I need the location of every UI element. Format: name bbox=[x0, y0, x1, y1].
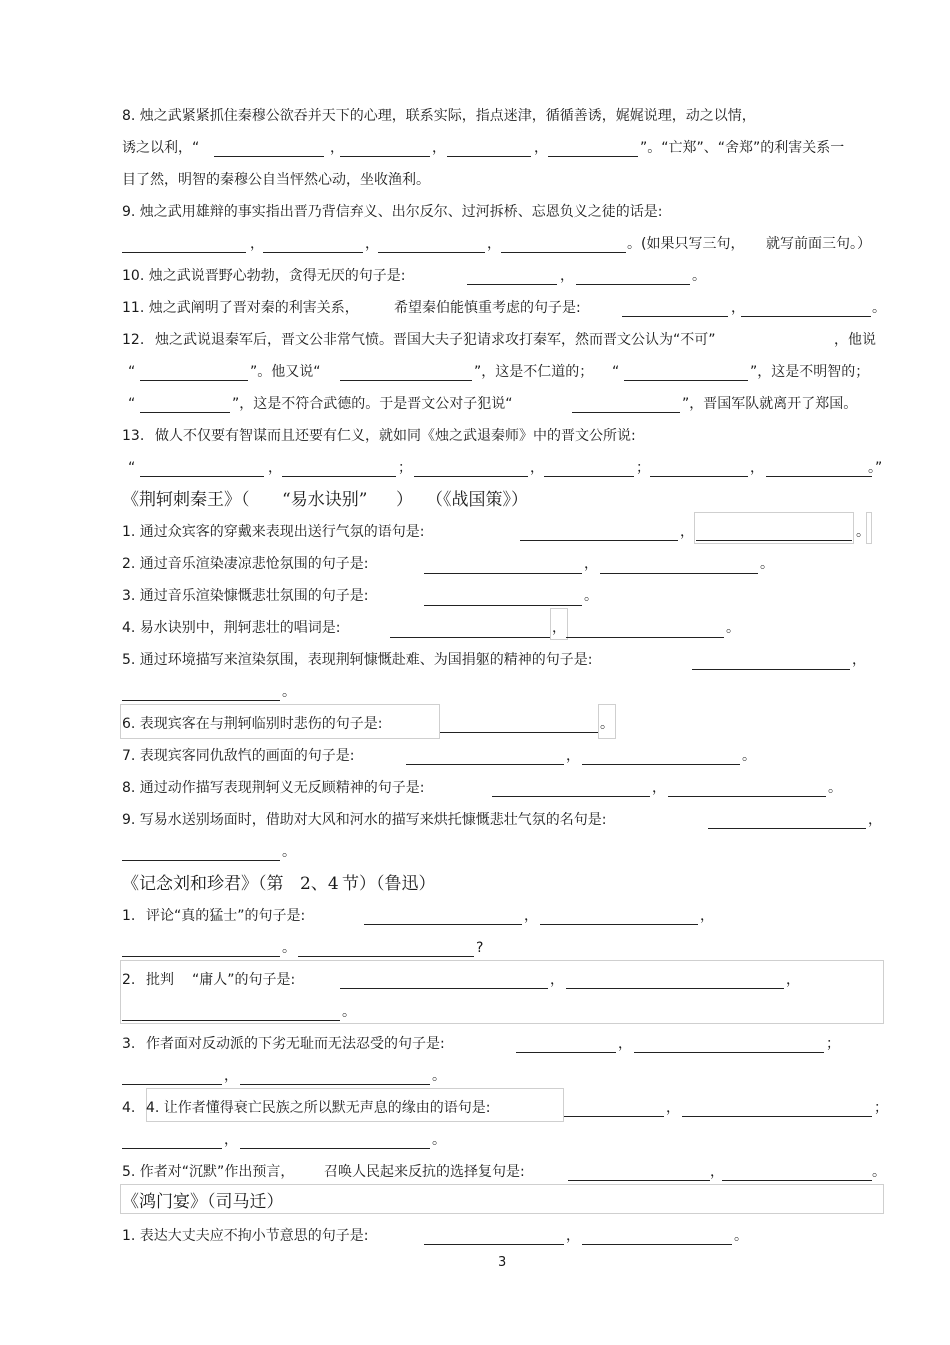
answer-blank[interactable] bbox=[414, 476, 528, 477]
comma: ， bbox=[584, 556, 598, 572]
text-box-frame bbox=[866, 512, 872, 544]
section-title-hongmen: 《鸿门宴》（司马迁） bbox=[122, 1192, 284, 1212]
answer-blank[interactable] bbox=[140, 412, 230, 413]
answer-blank[interactable] bbox=[520, 540, 678, 541]
answer-blank[interactable] bbox=[600, 573, 758, 574]
lh-q2-number: 2. bbox=[122, 972, 136, 988]
q12-text-3: ”，这是不仁道的； bbox=[474, 364, 594, 380]
lh-q5-text: 5. 作者对“沉默”作出预言， bbox=[122, 1164, 295, 1180]
period: 。 bbox=[282, 844, 296, 860]
answer-blank[interactable] bbox=[122, 956, 280, 957]
answer-blank[interactable] bbox=[364, 924, 522, 925]
answer-blank[interactable] bbox=[548, 156, 638, 157]
answer-blank[interactable] bbox=[298, 956, 474, 957]
comma: ， bbox=[786, 972, 800, 988]
jk-q5-text: 5. 通过环境描写来渲染氛围，表现荆轲慷慨赴难、为国捐躯的精神的句子是: bbox=[122, 652, 593, 668]
page-number: 3 bbox=[498, 1255, 507, 1270]
answer-blank[interactable] bbox=[544, 476, 634, 477]
lh-q4-number: 4. bbox=[122, 1100, 136, 1116]
answer-blank[interactable] bbox=[766, 476, 872, 477]
answer-blank[interactable] bbox=[582, 1244, 732, 1245]
answer-blank[interactable] bbox=[122, 1148, 222, 1149]
answer-blank[interactable] bbox=[566, 988, 784, 989]
q10-text: 10. 烛之武说晋野心勃勃，贪得无厌的句子是: bbox=[122, 268, 406, 284]
answer-blank[interactable] bbox=[566, 637, 724, 638]
comma: ， bbox=[330, 140, 344, 156]
jk-q4-text: 4. 易水诀别中，荆轲悲壮的唱词是: bbox=[122, 620, 341, 636]
lh-q3-number: 3. bbox=[122, 1036, 136, 1052]
comma: ， bbox=[566, 748, 580, 764]
semicolon: ； bbox=[874, 1100, 888, 1116]
text-box-frame bbox=[120, 960, 884, 1024]
answer-blank[interactable] bbox=[576, 284, 690, 285]
comma: ， bbox=[731, 300, 745, 316]
q13-text: 做人不仅要有智谋而且还要有仁义，就如同《烛之武退秦师》中的晋文公所说: bbox=[155, 428, 636, 444]
q8-text: 8. 烛之武紧紧抓住秦穆公欲吞并天下的心理，联系实际，指点迷津，循循善诱，娓娓说理，动之以情， bbox=[122, 108, 756, 124]
comma: ， bbox=[560, 268, 574, 284]
answer-blank[interactable] bbox=[440, 732, 598, 733]
q11-text-2: 希望秦伯能慎重考虑的句子是: bbox=[394, 300, 581, 316]
period: 。 bbox=[584, 588, 598, 604]
quote-open: “ bbox=[128, 460, 136, 476]
answer-blank[interactable] bbox=[424, 605, 582, 606]
comma: ， bbox=[750, 460, 764, 476]
answer-blank[interactable] bbox=[492, 796, 650, 797]
answer-blank[interactable] bbox=[140, 476, 264, 477]
jk-q9-text: 9. 写易水送别场面时，借助对大风和河水的描写来烘托慷慨悲壮气氛的名句是: bbox=[122, 812, 607, 828]
comma: ， bbox=[710, 1164, 724, 1180]
comma: ， bbox=[700, 908, 714, 924]
period: 。 bbox=[600, 716, 614, 732]
period: 。 bbox=[828, 780, 842, 796]
period: 。 bbox=[872, 300, 886, 316]
quote-close: 。” bbox=[868, 460, 883, 476]
answer-blank[interactable] bbox=[668, 796, 826, 797]
hm-q1-text: 1. 表达大丈夫应不拘小节意思的句子是: bbox=[122, 1228, 369, 1244]
answer-blank[interactable] bbox=[722, 1180, 872, 1181]
comma: ， bbox=[530, 460, 544, 476]
jk-q6-text: 6. 表现宾客在与荆轲临别时悲伤的句子是: bbox=[122, 716, 383, 732]
answer-blank[interactable] bbox=[340, 380, 472, 381]
answer-blank[interactable] bbox=[582, 764, 740, 765]
q11-text: 11. 烛之武阐明了晋对秦的利害关系， bbox=[122, 300, 359, 316]
q8-tail: ”。“亡郑”、“舍郑”的利害关系一 bbox=[640, 140, 845, 156]
period: 。 bbox=[282, 684, 296, 700]
comma: ， bbox=[680, 524, 694, 540]
answer-blank[interactable] bbox=[340, 988, 548, 989]
comma: ， bbox=[566, 1228, 580, 1244]
answer-blank[interactable] bbox=[741, 316, 871, 317]
answer-blank[interactable] bbox=[424, 573, 582, 574]
period: 。 bbox=[342, 1004, 356, 1020]
comma: ， bbox=[224, 1068, 238, 1084]
answer-blank[interactable] bbox=[122, 860, 280, 861]
comma: ， bbox=[524, 908, 538, 924]
period: 。 bbox=[760, 556, 774, 572]
answer-blank[interactable] bbox=[406, 764, 564, 765]
answer-blank[interactable] bbox=[447, 156, 531, 157]
jk-q8-text: 8. 通过动作描写表现荆轲义无反顾精神的句子是: bbox=[122, 780, 425, 796]
jk-q7-text: 7. 表现宾客同仇敌忾的画面的句子是: bbox=[122, 748, 355, 764]
answer-blank[interactable] bbox=[378, 252, 485, 253]
quote-open: “ bbox=[128, 364, 136, 380]
lh-q2-text-2: “庸人”的句子是: bbox=[192, 972, 296, 988]
q12-text-4: ”，这是不明智的； bbox=[750, 364, 870, 380]
q12-text: 烛之武说退秦军后，晋文公非常气愤。晋国大夫子犯请求攻打秦军，然而晋文公认为“不可” bbox=[155, 332, 716, 348]
period: 。 bbox=[726, 620, 740, 636]
q13-number: 13. bbox=[122, 428, 145, 444]
answer-blank[interactable] bbox=[682, 1116, 872, 1117]
q12-text-tail: ，他说 bbox=[834, 332, 876, 348]
answer-blank[interactable] bbox=[501, 252, 626, 253]
comma: ， bbox=[666, 1100, 680, 1116]
answer-blank[interactable] bbox=[624, 380, 748, 381]
answer-blank[interactable] bbox=[424, 1244, 564, 1245]
answer-blank[interactable] bbox=[708, 828, 866, 829]
comma: ， bbox=[432, 140, 446, 156]
answer-blank[interactable] bbox=[516, 1052, 616, 1053]
answer-blank[interactable] bbox=[240, 1084, 430, 1085]
q8-text-3: 目了然，明智的秦穆公自当怦然心动，坐收渔利。 bbox=[122, 172, 430, 188]
answer-blank[interactable] bbox=[340, 156, 430, 157]
comma: ， bbox=[268, 460, 282, 476]
lh-q1-text: 评论“真的猛士”的句子是: bbox=[146, 908, 306, 924]
answer-blank[interactable] bbox=[622, 316, 728, 317]
lh-q2-text: 批判 bbox=[146, 972, 174, 988]
section-subtitle: “易水诀别” bbox=[282, 490, 368, 510]
answer-blank[interactable] bbox=[564, 1116, 664, 1117]
section-title-jingke: 《荆轲刺秦王》（ bbox=[122, 490, 250, 510]
q12-text-6: ”，晋国军队就离开了郑国。 bbox=[682, 396, 858, 412]
comma: ， bbox=[550, 972, 564, 988]
jk-q3-text: 3. 通过音乐渲染慷慨悲壮氛围的句子是: bbox=[122, 588, 369, 604]
semicolon: ； bbox=[826, 1036, 840, 1052]
q12-text-5: ”，这是不符合武德的。于是晋文公对子犯说“ bbox=[232, 396, 513, 412]
section-source: （《战国策》） bbox=[426, 490, 528, 510]
answer-blank[interactable] bbox=[140, 380, 248, 381]
comma: ， bbox=[618, 1036, 632, 1052]
comma: ， bbox=[487, 236, 501, 252]
lh-q5-text-2: 召唤人民起来反抗的选择复句是: bbox=[324, 1164, 525, 1180]
period: 。 bbox=[856, 524, 870, 540]
comma: ， bbox=[250, 236, 264, 252]
quote-open: “ bbox=[128, 396, 136, 412]
answer-blank[interactable] bbox=[122, 252, 246, 253]
lh-q3-text: 作者面对反动派的下劣无耻而无法忍受的句子是: bbox=[146, 1036, 445, 1052]
section-subtitle: 2、4 bbox=[300, 874, 339, 894]
answer-blank[interactable] bbox=[390, 637, 550, 638]
comma: ， bbox=[534, 140, 548, 156]
period: 。 bbox=[872, 1164, 886, 1180]
answer-blank[interactable] bbox=[214, 156, 324, 157]
comma: ， bbox=[652, 780, 666, 796]
section-paren: ） bbox=[396, 490, 413, 510]
q9-text: 9. 烛之武用雄辩的事实指出晋乃背信弃义、出尔反尔、过河拆桥、忘恩负义之徒的话是: bbox=[122, 204, 663, 220]
semicolon: ； bbox=[398, 460, 412, 476]
section-title-liuhezhen: 《记念刘和珍君》（第 bbox=[122, 874, 284, 894]
q9-note-2: 就写前面三句。） bbox=[766, 236, 871, 252]
answer-blank[interactable] bbox=[696, 540, 852, 541]
q12-number: 12. bbox=[122, 332, 145, 348]
period: 。 bbox=[282, 940, 296, 956]
answer-blank[interactable] bbox=[650, 476, 748, 477]
answer-blank[interactable] bbox=[122, 1020, 340, 1021]
answer-blank[interactable] bbox=[122, 700, 280, 701]
period: 。 bbox=[432, 1132, 446, 1148]
answer-blank[interactable] bbox=[467, 284, 557, 285]
period: 。 bbox=[742, 748, 756, 764]
lh-q4-text: 4. 让作者懂得衰亡民族之所以默无声息的缘由的语句是: bbox=[146, 1100, 491, 1116]
answer-blank[interactable] bbox=[540, 924, 698, 925]
period: 。 bbox=[734, 1228, 748, 1244]
answer-blank[interactable] bbox=[568, 1180, 710, 1181]
q9-note: 。(如果只写三句， bbox=[627, 236, 745, 252]
answer-blank[interactable] bbox=[634, 1052, 824, 1053]
comma: ， bbox=[365, 236, 379, 252]
comma: ， bbox=[224, 1132, 238, 1148]
jk-q1-text: 1. 通过众宾客的穿戴来表现出送行气氛的语句是: bbox=[122, 524, 425, 540]
lh-q1-number: 1. bbox=[122, 908, 136, 924]
answer-blank[interactable] bbox=[122, 1084, 222, 1085]
answer-blank[interactable] bbox=[263, 252, 363, 253]
q12-text-2: ”。他又说“ bbox=[250, 364, 321, 380]
comma: ， bbox=[852, 652, 866, 668]
period: 。 bbox=[692, 268, 706, 284]
comma: ， bbox=[552, 620, 566, 636]
answer-blank[interactable] bbox=[240, 1148, 430, 1149]
answer-blank[interactable] bbox=[692, 669, 850, 670]
section-source: 节）（鲁迅） bbox=[342, 874, 436, 894]
quote-open: “ bbox=[612, 364, 620, 380]
semicolon: ； bbox=[636, 460, 650, 476]
answer-blank[interactable] bbox=[572, 412, 680, 413]
period: 。 bbox=[432, 1068, 446, 1084]
question-mark: ? bbox=[476, 940, 484, 956]
jk-q2-text: 2. 通过音乐渲染凄凉悲怆氛围的句子是: bbox=[122, 556, 369, 572]
comma: ， bbox=[868, 812, 882, 828]
answer-blank[interactable] bbox=[282, 476, 396, 477]
q8-text-2: 诱之以利，“ bbox=[122, 140, 200, 156]
